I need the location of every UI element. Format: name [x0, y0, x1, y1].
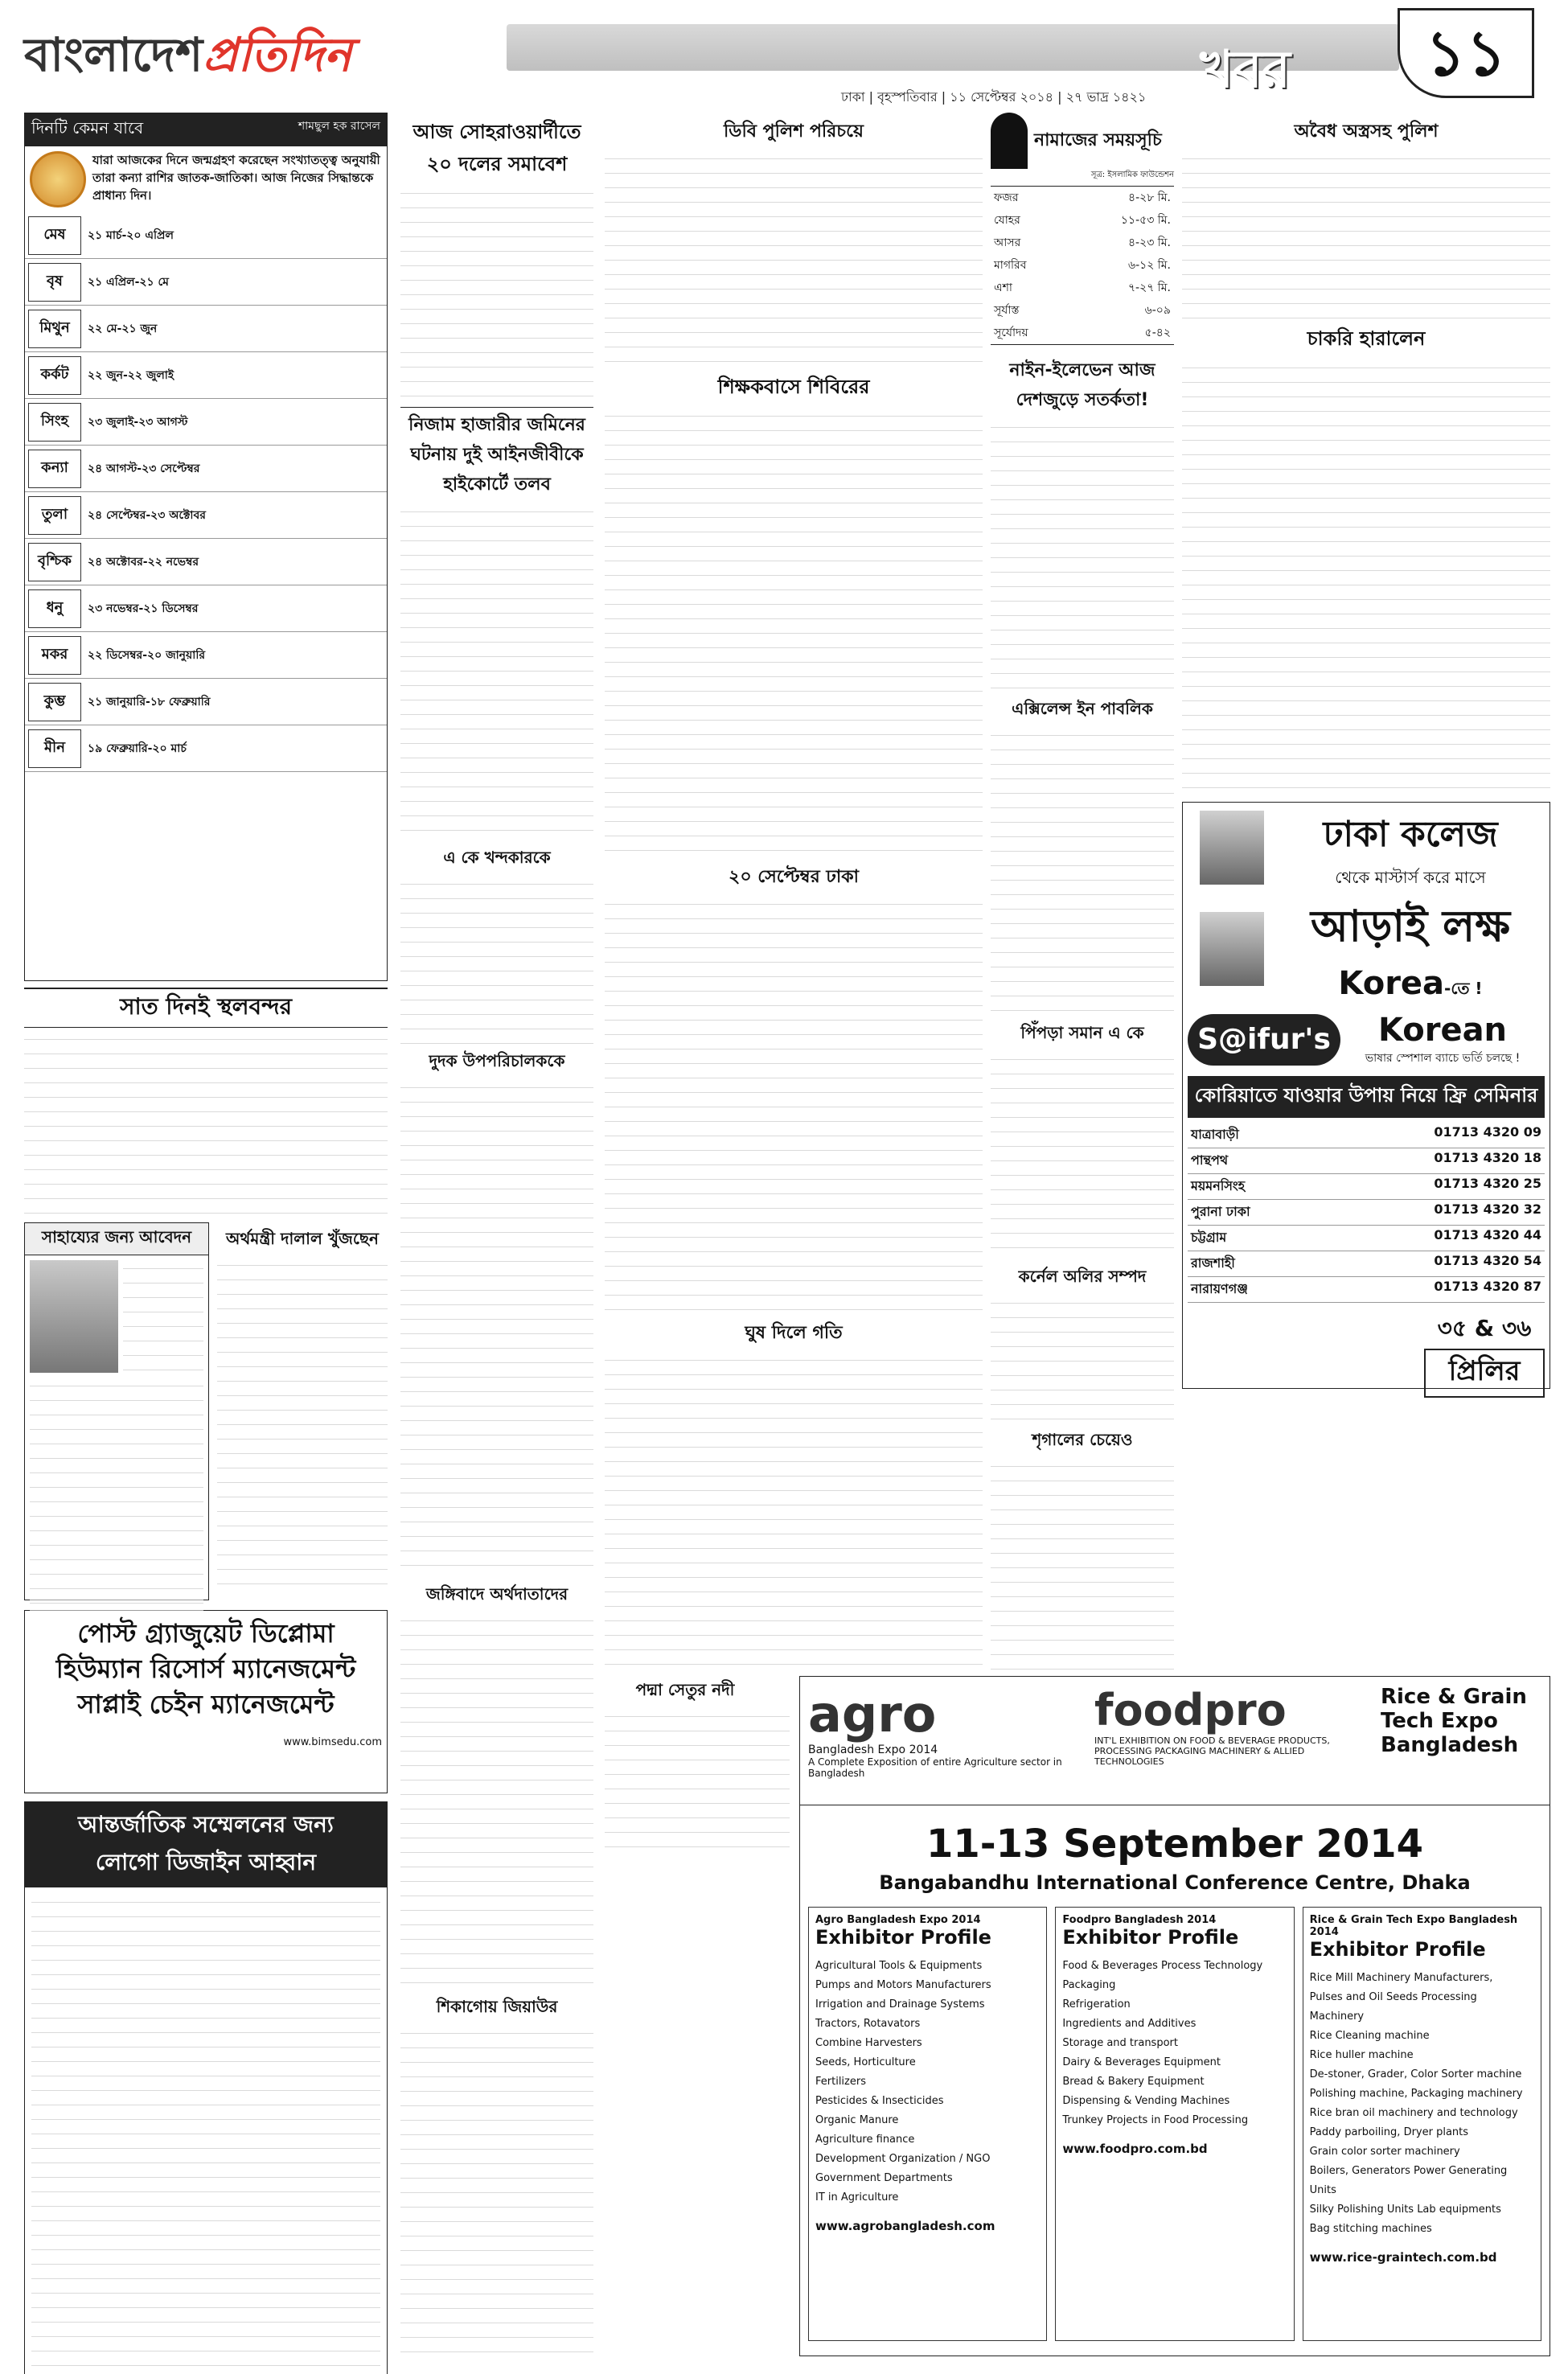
branch-name: চট্টগ্রাম	[1191, 1230, 1227, 1245]
logo-call-body	[31, 1894, 380, 2374]
ad-agro-expo	[799, 1676, 1550, 2356]
ad-dhaka-college	[1182, 802, 1550, 1389]
story-body	[605, 1708, 790, 1853]
exhibitor-website[interactable]: www.rice-graintech.com.bd	[1309, 2250, 1497, 2265]
mosque-icon	[991, 113, 1028, 169]
story-body	[400, 1079, 593, 1578]
exhibitor-org: Foodpro Bangladesh 2014	[1062, 1914, 1217, 1926]
zodiac-item	[25, 632, 387, 679]
prayer-row	[991, 277, 1174, 299]
horoscope-box	[24, 113, 388, 981]
exhibitor-org: Rice & Grain Tech Expo Bangladesh 2014	[1309, 1914, 1518, 1938]
branch-name: যাত্রাবাড়ী	[1191, 1127, 1239, 1142]
masthead-main: বাংলাদেশ	[24, 27, 203, 82]
story-body	[400, 503, 593, 841]
prayer-name: মাগরিব	[994, 259, 1027, 272]
person-photo	[1200, 912, 1264, 986]
exhibitor-item: Government Departments	[815, 2172, 953, 2184]
zodiac-dates: ২২ মে-২১ জুন	[88, 322, 158, 335]
branch-name: পান্থপথ	[1191, 1152, 1229, 1168]
story-body	[605, 896, 983, 1314]
prayer-row	[991, 232, 1174, 254]
exhibitor-item: Bag stitching machines	[1309, 2223, 1432, 2235]
exhibitor-item: Dispensing & Vending Machines	[1062, 2095, 1230, 2107]
zodiac-name: মীন	[28, 729, 81, 768]
exhibitor-item: Agricultural Tools & Equipments	[815, 1960, 983, 1972]
exhibitor-item: Combine Harvesters	[815, 2037, 922, 2049]
agro-title: agro	[808, 1685, 937, 1744]
exhibitor-column	[808, 1907, 1047, 2341]
zodiac-dates: ২৪ সেপ্টেম্বর-২৩ অক্টোবর	[88, 508, 206, 522]
story-title-shiyal: শৃগালের চেয়েও	[1032, 1430, 1133, 1449]
branch-list	[1188, 1123, 1545, 1303]
prayer-time: ৭-২৭ মি.	[1127, 281, 1171, 294]
story-body	[605, 150, 983, 368]
exhibitor-item: Bread & Bakery Equipment	[1062, 2076, 1205, 2088]
agro-logo	[800, 1677, 1086, 1805]
story-title-jongibad: জঙ্গিবাদে অর্থদাতাদের	[425, 1584, 569, 1604]
prayer-name: আসর	[994, 236, 1021, 249]
zodiac-item	[25, 306, 387, 352]
story-title-shikkhok: শিক্ষকবাসে শিবিরের	[717, 376, 870, 398]
column-1	[24, 113, 388, 2374]
story-body	[605, 408, 983, 858]
appeal-box	[24, 1222, 209, 1600]
foodpro-description: INT'L EXHIBITION ON FOOD & BEVERAGE PRODUCTS, PROCESSING PACKAGING MACHINERY & ALLIED TECHNOLOGIES	[1094, 1735, 1330, 1767]
exhibitor-item: Dairy & Beverages Equipment	[1062, 2056, 1221, 2068]
ad-line-3: সাপ্লাই চেইন ম্যানেজমেন্ট	[77, 1689, 335, 1719]
zodiac-name: কর্কট	[28, 356, 81, 395]
horoscope-intro: যারা আজকের দিনে জন্মগ্রহণ করেছেন সংখ্যাতত্ত্ব অনুযায়ী তারা কন্যা রাশির জাতক-জাতিকা। আজ নিজের সিদ্ধান্তকে প্রাধান্য দিন।	[92, 153, 380, 203]
prayer-name: সূর্যোদয়	[994, 327, 1028, 339]
branch-name: নারায়ণগঞ্জ	[1191, 1281, 1248, 1296]
appeal-title: সাহায্যের জন্য আবেদন	[25, 1223, 208, 1255]
zodiac-item	[25, 539, 387, 585]
korean-word: Korean	[1377, 1012, 1508, 1049]
branch-row	[1188, 1200, 1545, 1226]
zodiac-item	[25, 259, 387, 306]
zodiac-name: মকর	[28, 636, 81, 675]
exhibitor-columns	[800, 1894, 1550, 2341]
agro-subtitle: Bangladesh Expo 2014	[808, 1744, 938, 1756]
exhibitor-item: Polishing machine, Packaging machinery	[1309, 2088, 1523, 2100]
exhibitor-column	[1303, 1907, 1541, 2341]
exhibitor-item: Packaging	[1062, 1979, 1116, 1991]
zodiac-item	[25, 352, 387, 399]
story-body	[991, 1295, 1174, 1423]
dc-photos	[1188, 807, 1276, 1004]
exhibitor-item: Development Organization / NGO	[815, 2153, 991, 2165]
branch-row	[1188, 1148, 1545, 1174]
zodiac-name: সিংহ	[28, 403, 81, 442]
horoscope-author: শামছুল হক রাসেল	[298, 120, 380, 133]
dc-top	[1188, 807, 1545, 1004]
branch-row	[1188, 1174, 1545, 1200]
appeal-text	[123, 1260, 203, 1373]
zodiac-item	[25, 446, 387, 492]
exhibitor-item: Rice Cleaning machine	[1309, 2030, 1430, 2042]
branch-name: রাজশাহী	[1191, 1255, 1235, 1271]
story-title-cornel: কর্নেল অলির সম্পদ	[1018, 1267, 1147, 1286]
story-title-podma: পদ্মা সেতুর নদী	[635, 1680, 735, 1699]
exhibitor-item: Irrigation and Drainage Systems	[815, 1998, 985, 2011]
story-title-date20: ২০ সেপ্টেম্বর ঢাকা	[729, 867, 859, 887]
dc-title: ঢাকা কলেজ	[1323, 814, 1498, 855]
zodiac-item	[25, 399, 387, 446]
exhibitor-item: Tractors, Rotavators	[815, 2018, 921, 2030]
zodiac-name: মেষ	[28, 216, 81, 255]
story-body	[400, 876, 593, 1045]
column-2	[400, 113, 593, 2363]
exhibitor-item: Organic Manure	[815, 2114, 899, 2126]
story-title-excellence: এক্সিলেন্স ইন পাবলিক	[1012, 699, 1153, 718]
seminar-banner: কোরিয়াতে যাওয়ার উপায় নিয়ে ফ্রি সেমিনার	[1188, 1076, 1545, 1118]
exhibitor-item: De-stoner, Grader, Color Sorter machine	[1309, 2068, 1522, 2080]
story-orthomontri	[217, 1222, 388, 1600]
branch-phone: 01713 4320 32	[1434, 1201, 1541, 1217]
story-title-dudok: দুদক উপপরিচালককে	[429, 1051, 565, 1070]
story-title-police: ডিবি পুলিশ পরিচয়ে	[724, 121, 864, 142]
zodiac-item	[25, 492, 387, 539]
ad-line-1: পোস্ট গ্র্যাজুয়েট ডিপ্লোমা	[77, 1618, 335, 1649]
column-5	[1182, 113, 1550, 1389]
event-date: 11-13 September 2014	[926, 1822, 1424, 1867]
exhibitor-heading: Exhibitor Profile	[1062, 1926, 1239, 1949]
prayer-row	[991, 254, 1174, 277]
appeal-body	[25, 1255, 208, 1378]
story-title: অর্থমন্ত্রী দালাল খুঁজছেন	[226, 1229, 379, 1248]
horoscope-intro-row	[25, 146, 387, 212]
story-title-khondokar: এ কে খন্দকারকে	[443, 848, 551, 867]
exhibitor-item: Boilers, Generators Power Generating Units	[1309, 2165, 1508, 2196]
prayer-time: ৫-৪২	[1144, 327, 1171, 339]
horoscope-header	[25, 113, 387, 146]
prayer-row	[991, 209, 1174, 232]
exhibitor-item: Silky Polishing Units Lab equipments	[1309, 2204, 1501, 2216]
ad-line-2: হিউম্যান রিসোর্স ম্যানেজমেন্ট	[55, 1653, 356, 1684]
dateline: ঢাকা | বৃহস্পতিবার | ১১ সেপ্টেম্বর ২০১৪ | ২৭ ভাদ্র ১৪২১	[841, 89, 1147, 105]
branch-phone: 01713 4320 18	[1434, 1150, 1541, 1165]
zodiac-dates: ২১ জানুয়ারি-১৮ ফেব্রুয়ারি	[88, 695, 211, 709]
prayer-name: যোহর	[994, 214, 1020, 227]
zodiac-name: বৃশ্চিক	[28, 543, 81, 581]
exhibitor-item: Paddy parboiling, Dryer plants	[1309, 2126, 1469, 2138]
exhibitor-item: Pulses and Oil Seeds Processing Machinery	[1309, 1991, 1477, 2023]
prayer-row	[991, 187, 1174, 209]
branch-phone: 01713 4320 87	[1434, 1279, 1541, 1294]
story-body	[217, 1257, 388, 1595]
story-body	[400, 2025, 593, 2363]
zodiac-name: কুম্ভ	[28, 683, 81, 721]
prayer-time: ৬-১২ মি.	[1127, 259, 1171, 272]
branch-row	[1188, 1251, 1545, 1277]
prayer-times-box	[991, 113, 1174, 345]
prayer-name: ফজর	[994, 191, 1019, 204]
exhibitor-item: Rice bran oil machinery and technology	[1309, 2107, 1518, 2119]
agro-description: A Complete Exposition of entire Agriculture sector in Bangladesh	[808, 1756, 1062, 1779]
exhibitor-item: Pumps and Motors Manufacturers	[815, 1979, 991, 1991]
branch-name: ময়মনসিংহ	[1191, 1178, 1246, 1193]
dc-amount: আড়াই লক্ষ	[1310, 901, 1511, 951]
exhibitor-item: Food & Beverages Process Technology	[1062, 1960, 1263, 1972]
zodiac-dates: ২২ জুন-২২ জুলাই	[88, 368, 174, 382]
story-body	[1182, 150, 1550, 319]
story-title-somabesh: আজ সোহরাওয়ার্দীতে ২০ দলের সমাবেশ	[413, 121, 581, 175]
branch-phone: 01713 4320 25	[1434, 1176, 1541, 1191]
column-3	[605, 113, 983, 1853]
zodiac-dates: ২৪ অক্টোবর-২২ নভেম্বর	[88, 555, 199, 569]
section-title: খবর	[1200, 40, 1291, 100]
exhibitor-item: Trunkey Projects in Food Processing	[1062, 2114, 1249, 2126]
story-body	[400, 1612, 593, 1990]
saifurs-logo: S@ifur's	[1188, 1014, 1340, 1066]
zodiac-dates: ২২ ডিসেম্বর-২০ জানুয়ারি	[88, 648, 206, 662]
zodiac-name: তুলা	[28, 496, 81, 535]
story-body	[1182, 359, 1550, 794]
prayer-name: সূর্যাস্ত	[994, 304, 1020, 317]
exhibitor-item: Refrigeration	[1062, 1998, 1131, 2011]
zodiac-dates: ২১ এপ্রিল-২১ মে	[88, 275, 169, 289]
zodiac-item	[25, 212, 387, 259]
prayer-name: এশা	[994, 281, 1012, 294]
story-title-nizam: নিজাম হাজারীর জমিনের ঘটনায় দুই আইনজীবীকে হাইকোর্টে তলব	[400, 407, 593, 500]
prayer-time: ১১-৫৩ মি.	[1120, 214, 1171, 227]
zodiac-dates: ২৪ আগস্ট-২৩ সেপ্টেম্বর	[88, 462, 200, 475]
prayer-time: ৪-২৮ মি.	[1127, 191, 1171, 204]
story-body	[991, 1051, 1174, 1260]
horoscope-title: দিনটি কেমন যাবে	[31, 118, 144, 138]
story-title-oboidh: অবৈধ অস্ত্রসহ পুলিশ	[1294, 121, 1439, 142]
story-body	[991, 419, 1174, 692]
logo-call-header	[25, 1802, 387, 1887]
dc-copy	[1276, 807, 1545, 1004]
prayer-source: সূত্র: ইসলামিক ফাউন্ডেশন	[1090, 170, 1174, 179]
exhibitor-item: Storage and transport	[1062, 2037, 1178, 2049]
korea-suffix: -তে !	[1444, 979, 1483, 998]
korean-block	[1340, 1012, 1545, 1068]
exhibitor-website[interactable]: www.agrobangladesh.com	[815, 2219, 995, 2233]
zodiac-item	[25, 725, 387, 772]
korean-sub: ভাষার স্পেশাল ব্যাচে ভর্তি চলছে !	[1365, 1052, 1521, 1065]
preli-row	[1188, 1311, 1545, 1398]
story-title: সাত দিনই স্থলবন্দর	[24, 988, 388, 1028]
story-title-ghush: ঘুষ দিলে গতি	[745, 1323, 843, 1343]
exhibitor-item: Agriculture finance	[815, 2134, 915, 2146]
story-title-pipra: পিঁপড়া সমান এ কে	[1020, 1023, 1144, 1042]
exhibitor-org: Agro Bangladesh Expo 2014	[815, 1914, 981, 1926]
ad-logo-call	[24, 1801, 388, 2374]
appeal-text-2	[30, 1378, 203, 1611]
zodiac-dates: ২৩ জুলাই-২৩ আগস্ট	[88, 415, 188, 429]
exhibitor-item: IT in Agriculture	[815, 2191, 899, 2204]
exhibitor-item: Rice huller machine	[1309, 2049, 1414, 2061]
column-4	[991, 113, 1174, 1683]
story-body	[991, 727, 1174, 1017]
logo-call-line-2: লোগো ডিজাইন আহ্বান	[95, 1849, 317, 1875]
preli-badge	[1424, 1311, 1545, 1398]
story-title-shikago: শিকাগোয় জিয়াউর	[436, 1997, 558, 2016]
story-body	[400, 185, 593, 402]
zodiac-name: ধনু	[28, 589, 81, 628]
branch-row	[1188, 1226, 1545, 1251]
foodpro-title: foodpro	[1094, 1685, 1287, 1735]
foodpro-logo	[1086, 1677, 1373, 1805]
saifurs-row	[1188, 1012, 1545, 1068]
masthead	[24, 19, 351, 97]
prayer-row	[991, 299, 1174, 322]
exhibitor-item: Ingredients and Additives	[1062, 2018, 1197, 2030]
logo-call-line-1: আন্তর্জাতিক সম্মেলনের জন্য	[78, 1811, 334, 1838]
zodiac-dates: ২১ মার্চ-২০ এপ্রিল	[88, 228, 174, 242]
prayer-time: ৬-০৯	[1144, 304, 1171, 317]
zodiac-wheel-icon	[30, 151, 86, 207]
exhibitor-heading: Exhibitor Profile	[1309, 1938, 1486, 1961]
exhibitor-item: Seeds, Horticulture	[815, 2056, 916, 2068]
story-body	[991, 1458, 1174, 1683]
zodiac-item	[25, 679, 387, 725]
story-body	[24, 1031, 388, 1216]
person-photo	[1200, 811, 1264, 885]
row-appeal	[24, 1222, 388, 1600]
exhibitor-item: Grain color sorter machinery	[1309, 2146, 1460, 2158]
zodiac-name: বৃষ	[28, 263, 81, 302]
rice-expo-logo: Rice & Grain Tech Expo Bangladesh	[1381, 1685, 1527, 1757]
branch-name: পুরানা ঢাকা	[1191, 1204, 1250, 1219]
exhibitor-item: Rice Mill Machinery Manufacturers,	[1309, 1972, 1493, 1984]
exhibitor-heading: Exhibitor Profile	[815, 1926, 991, 1949]
story-title-nine-eleven: নাইন-ইলেভেন আজ দেশজুড়ে সতর্কতা!	[1009, 360, 1155, 410]
portrait-photo	[30, 1260, 118, 1373]
branch-phone: 01713 4320 44	[1434, 1227, 1541, 1242]
dc-subtitle: থেকে মাস্টার্স করে মাসে	[1335, 868, 1486, 887]
preli-number: ৩৫ & ৩৬	[1437, 1315, 1532, 1341]
story-sat-din	[24, 988, 388, 1216]
branch-phone: 01713 4320 09	[1434, 1124, 1541, 1140]
zodiac-name: মিথুন	[28, 310, 81, 348]
exhibitor-item: Pesticides & Insecticides	[815, 2095, 944, 2107]
dc-korea	[1276, 965, 1545, 1004]
prayer-table	[991, 186, 1174, 345]
zodiac-list	[25, 212, 387, 772]
preli-title: প্রিলির	[1424, 1349, 1545, 1398]
zodiac-item	[25, 585, 387, 632]
prayer-time: ৪-২৩ মি.	[1127, 236, 1171, 249]
story-title-chakri: চাকরি হারালেন	[1307, 327, 1426, 350]
zodiac-dates: ১৯ ফেব্রুয়ারি-২০ মার্চ	[88, 741, 187, 755]
branch-row	[1188, 1277, 1545, 1303]
prayer-title: নামাজের সময়সূচি	[1034, 130, 1162, 150]
korea-word: Korea	[1338, 965, 1445, 1002]
story-body	[605, 1352, 983, 1674]
exhibitor-column	[1055, 1907, 1294, 2341]
exhibitor-item: Fertilizers	[815, 2076, 866, 2088]
event-venue: Bangabandhu International Conference Centre, Dhaka	[879, 1871, 1471, 1894]
ad-website: www.bimsedu.com	[283, 1736, 382, 1748]
ad-post-grad	[24, 1610, 388, 1793]
page-number: ১১	[1398, 8, 1534, 98]
branch-phone: 01713 4320 54	[1434, 1253, 1541, 1268]
prayer-row	[991, 322, 1174, 344]
expo-logos	[800, 1677, 1550, 1805]
zodiac-dates: ২৩ নভেম্বর-২১ ডিসেম্বর	[88, 602, 199, 615]
zodiac-name: কন্যা	[28, 450, 81, 488]
branch-row	[1188, 1123, 1545, 1148]
masthead-accent: প্রতিদিন	[203, 27, 352, 82]
prayer-header	[991, 113, 1174, 169]
page-header	[14, 8, 1550, 103]
exhibitor-website[interactable]: www.foodpro.com.bd	[1062, 2142, 1208, 2156]
